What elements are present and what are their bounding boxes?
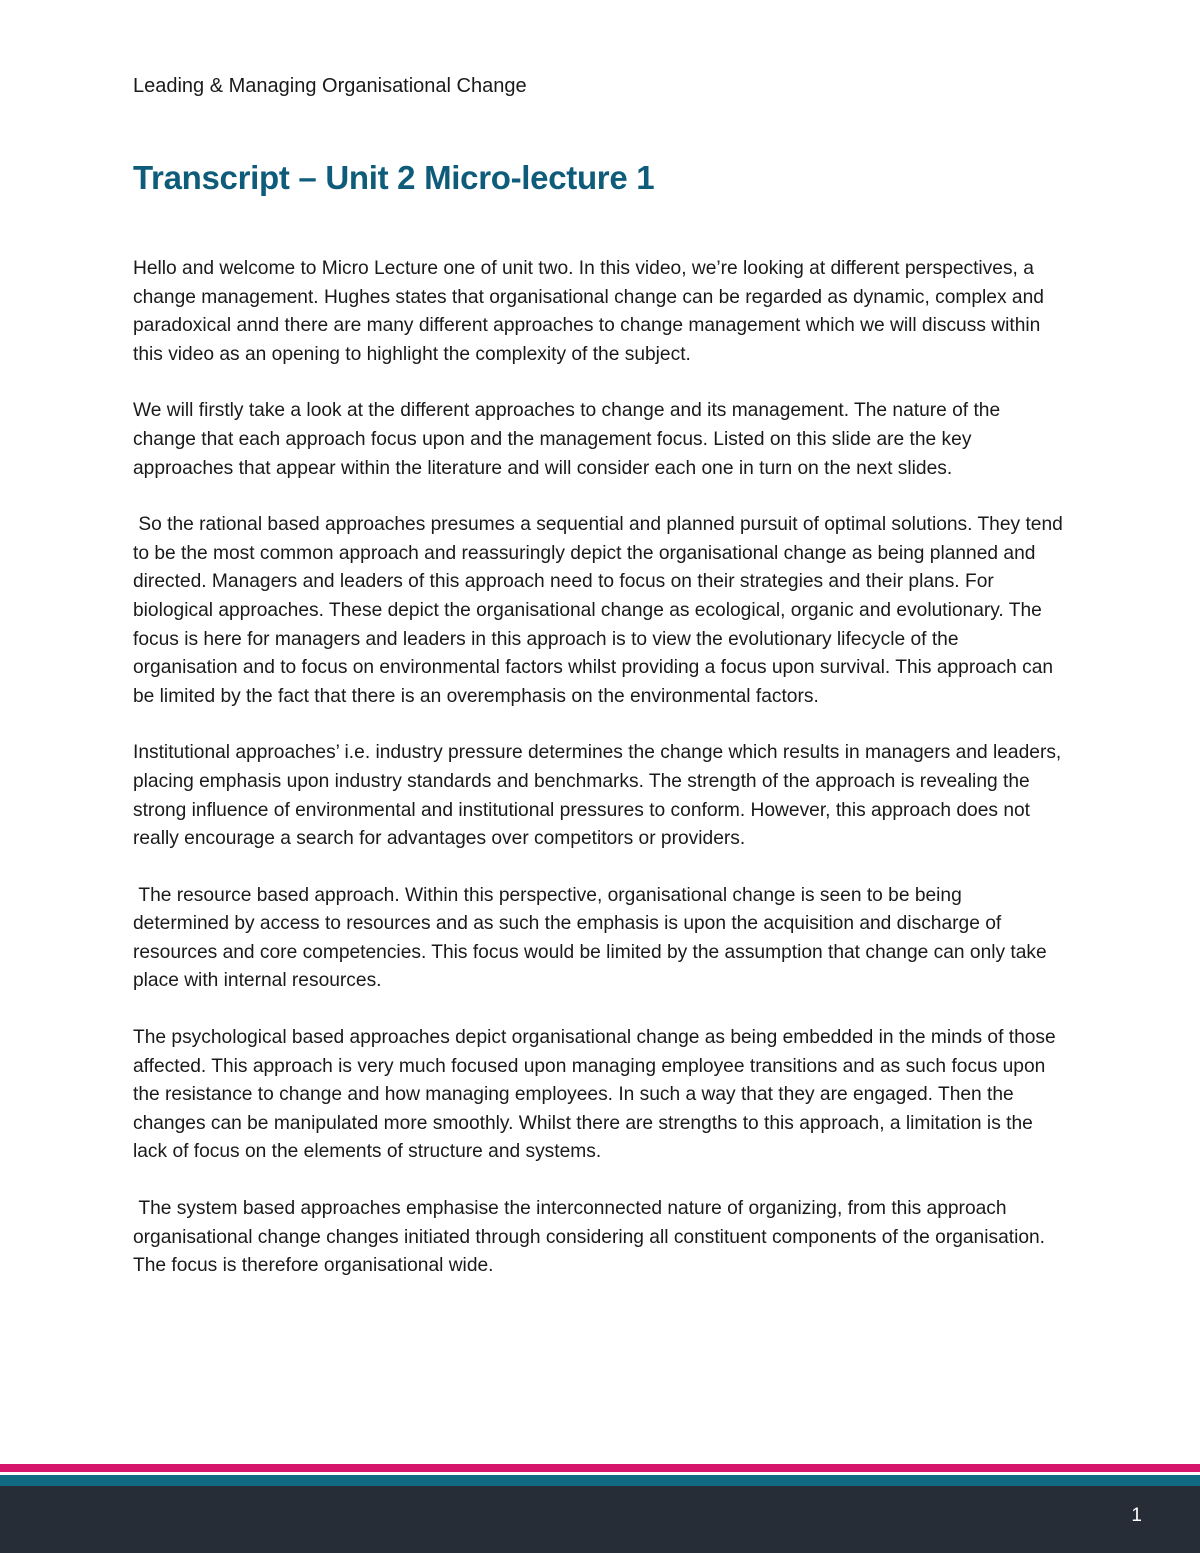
footer-bar [0,1486,1200,1553]
footer-stripe-teal [0,1475,1200,1486]
running-header: Leading & Managing Organisational Change [133,75,527,97]
paragraph-psychological: The psychological based approaches depict organisational change as being embedded in the minds of those affected. This approach is very much focused upon managing employee transitions and as such focus upon the resistance to change and how managing employees. In such a way that they are engaged. Then the changes can be manipulated more smoothly. Whilst there are strengths to this approach, a limitation is the lack of focus on the elements of structure and systems. [133,1027,1062,1163]
paragraph-institutional: Institutional approaches’ i.e. industry pressure determines the change which results in managers and leaders, placing emphasis upon industry standards and benchmarks. The strength of the approach is revealing the strong influence of environmental and institutional pressures to conform. However, this approach does not really encourage a search for advantages over competitors or providers. [133,742,1067,850]
paragraph-system-based: The system based approaches emphasise the interconnected nature of organizing, from this approach organisational change changes initiated through considering all constituent components of the organisation. The focus is therefore organisational wide. [133,1198,1050,1277]
paragraph-rational-biological: So the rational based approaches presumes a sequential and planned pursuit of optimal solutions. They tend to be the most common approach and reassuringly depict the organisational change as being planned and directed. Managers and leaders of this approach need to focus on their strategies and their plans. For biological approaches. These depict the organisational change as ecological, organic and evolutionary. The focus is here for managers and leaders in this approach is to view the evolutionary lifecycle of the organisation and to focus on environmental factors whilst providing a focus upon survival. This approach can be limited by the fact that there is an overemphasis on the environmental factors. [133,514,1069,707]
paragraph-intro: Hello and welcome to Micro Lecture one of unit two. In this video, we’re looking at different perspectives, a change management. Hughes states that organisational change can be regarded as dynamic, complex and paradoxical annd there are many different approaches to change management which we will discuss within this video as an opening to highlight the complexity of the subject. [133,258,1050,365]
paragraph-approaches-overview: We will firstly take a look at the different approaches to change and its management. The nature of the change that each approach focus upon and the management focus. Listed on this slide are the key approaches that appear within the literature and will consider each one in turn on the next slides. [133,400,1006,479]
transcript-body [133,255,1069,1309]
footer-stripe-pink [0,1464,1200,1472]
paragraph-resource-based: The resource based approach. Within this perspective, organisational change is seen to be being determined by access to resources and as such the emphasis is upon the acquisition and discharge of resources and core competencies. This focus would be limited by the assumption that change can only take place with internal resources. [133,884,1053,992]
page-number: 1 [1131,1505,1142,1526]
document-title: Transcript – Unit 2 Micro-lecture 1 [133,159,655,196]
